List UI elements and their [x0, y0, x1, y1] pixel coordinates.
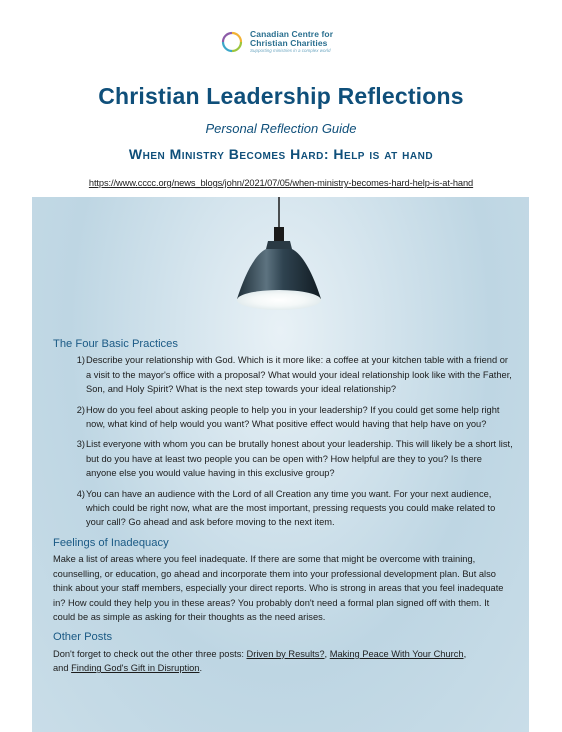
other-posts-heading: Other Posts: [53, 631, 113, 644]
list-item: [53, 403, 513, 432]
page-title: Christian Leadership Reflections: [98, 83, 464, 109]
article-url-link[interactable]: https://www.cccc.org/news_blogs/john/2021/07/05/when-ministry-becomes-hard-help-is-at-hand: [88, 178, 474, 188]
list-item-number: 4): [76, 488, 85, 499]
list-item: [53, 353, 513, 396]
post-link-driven-by-results[interactable]: Driven by Results?: [246, 648, 325, 659]
post-link-finding-gods-gift[interactable]: Finding God's Gift in Disruption: [71, 663, 200, 674]
inadequacy-paragraph: Make a list of areas where you feel inadequate. If there are some that might be overcome with training, counselling, or education, go ahead and incorporate them into your professional development plan. But also think about your staff members, especially your direct reports. Who is strong in areas that you feel inadequate in? How could they help you in these areas? You probably don't need a formal plan signed off with them. It could be as simple as asking for their thoughts as the need arises.: [53, 554, 504, 622]
list-item: [53, 487, 513, 530]
logo-name-line2: Christian Charities: [250, 38, 328, 49]
reflection-content: [53, 337, 513, 676]
logo-tagline: Supporting ministries in a complex world: [250, 48, 331, 54]
list-item-text: Describe your relationship with God. Which is it more like: a coffee at your kitchen table with a friend or a visit to the mayor's office with a proposal? What would your ideal relationship look like with the Father, Son, and Holy Spirit? What is the next step towards your ideal relationship?: [86, 355, 512, 395]
practices-list: [53, 353, 513, 529]
separator: ,: [324, 648, 330, 659]
conjunction: and: [53, 663, 72, 674]
post-link-making-peace[interactable]: Making Peace With Your Church: [329, 648, 464, 659]
page-subtitle: Personal Reflection Guide: [205, 121, 357, 136]
list-item-text: List everyone with whom you can be brutally honest about your leadership. This will likely be a short list, but do you have at least two people you can be open with? How helpful are they to you? Is there anyone else you would value having in this exclusive group?: [86, 439, 513, 479]
list-item-number: 2): [76, 404, 85, 415]
inadequacy-heading: Feelings of Inadequacy: [53, 536, 169, 549]
separator: ,: [463, 648, 467, 659]
list-item-number: 1): [76, 355, 85, 366]
other-posts-paragraph: [53, 647, 513, 676]
list-item-number: 3): [76, 439, 85, 450]
logo-ring-icon: [220, 30, 244, 54]
practices-heading: The Four Basic Practices: [53, 338, 178, 350]
article-headline: When Ministry Becomes Hard: Help is at hand: [128, 146, 434, 162]
other-posts-intro: Don't forget to check out the other three posts:: [53, 648, 247, 659]
list-item-text: You can have an audience with the Lord of all Creation any time you want. For your next audience, which could be right now, what are the most important, pressing requests you could make related to your call? Go ahead and ask before moving to the next item.: [86, 488, 496, 528]
logo-name-line1: Canadian Centre for: [250, 29, 334, 40]
list-item-text: How do you feel about asking people to help you in your leadership? If you could get some help right now, what kind of help would you want? What positive effect would having that help have on you?: [86, 404, 500, 430]
cccc-logo: [220, 30, 333, 54]
list-item: [53, 437, 513, 480]
period: .: [199, 663, 203, 674]
hanging-lamp-illustration: [32, 197, 529, 337]
